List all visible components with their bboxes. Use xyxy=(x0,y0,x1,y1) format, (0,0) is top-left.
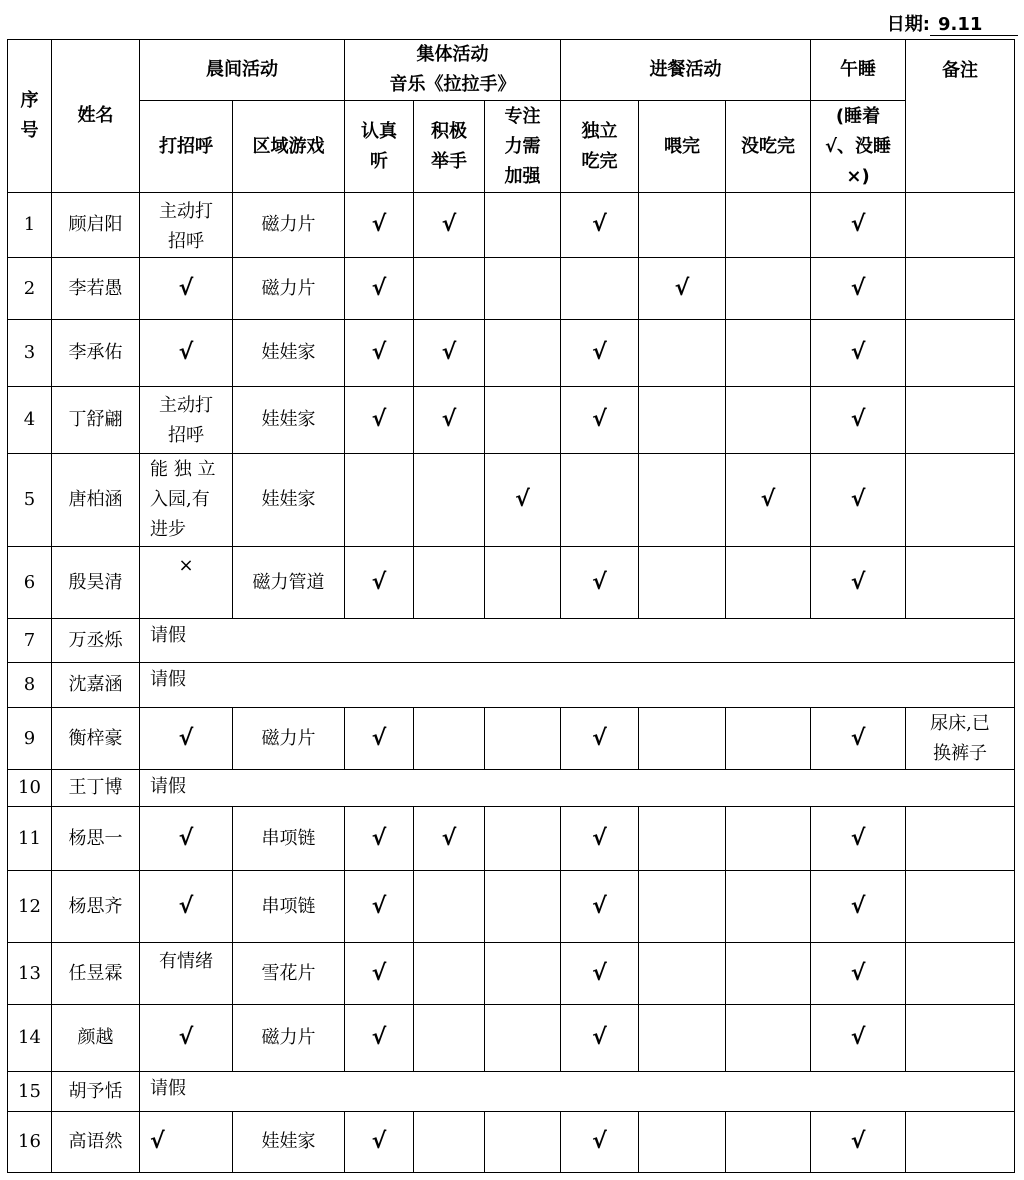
table-row xyxy=(8,770,1015,807)
table-row xyxy=(8,547,1015,619)
nap-cell: √ xyxy=(811,193,906,258)
header-meal: 进餐活动 xyxy=(561,40,811,101)
nap-cell: √ xyxy=(811,454,906,547)
listen-cell xyxy=(345,454,414,547)
raise-hand-cell: √ xyxy=(414,387,485,454)
focus-cell xyxy=(485,387,561,454)
name-cell: 唐柏涵 xyxy=(52,454,140,547)
eat-alone-cell: √ xyxy=(561,1005,639,1072)
seq-cell: 9 xyxy=(8,708,52,770)
eat-alone-cell: √ xyxy=(561,708,639,770)
area-game-cell: 娃娃家 xyxy=(233,454,345,547)
seq-cell: 8 xyxy=(8,663,52,708)
table-row xyxy=(8,320,1015,387)
name-cell: 万丞烁 xyxy=(52,619,140,663)
raise-hand-cell xyxy=(414,454,485,547)
table-row xyxy=(8,454,1015,547)
header-raise-hand: 积极 举手 xyxy=(414,101,485,193)
table-body xyxy=(8,193,1015,1173)
table-row xyxy=(8,943,1015,1005)
name-cell: 衡梓豪 xyxy=(52,708,140,770)
fed-cell xyxy=(639,1112,726,1173)
leave-cell: 请假 xyxy=(140,663,1015,708)
not-finished-cell xyxy=(726,1005,811,1072)
listen-cell: √ xyxy=(345,387,414,454)
area-game-cell: 娃娃家 xyxy=(233,1112,345,1173)
listen-cell: √ xyxy=(345,320,414,387)
date-value: 9.11 xyxy=(930,14,1018,36)
not-finished-cell xyxy=(726,871,811,943)
greet-cell: √ xyxy=(140,1112,233,1173)
nap-cell: √ xyxy=(811,708,906,770)
area-game-cell: 磁力片 xyxy=(233,1005,345,1072)
nap-cell: √ xyxy=(811,1005,906,1072)
focus-cell xyxy=(485,708,561,770)
not-finished-cell xyxy=(726,943,811,1005)
fed-cell xyxy=(639,387,726,454)
name-cell: 任昱霖 xyxy=(52,943,140,1005)
focus-cell xyxy=(485,871,561,943)
nap-cell: √ xyxy=(811,387,906,454)
name-cell: 颜越 xyxy=(52,1005,140,1072)
raise-hand-cell xyxy=(414,943,485,1005)
eat-alone-cell xyxy=(561,258,639,320)
header-not-finished: 没吃完 xyxy=(726,101,811,193)
eat-alone-cell: √ xyxy=(561,807,639,871)
listen-cell: √ xyxy=(345,807,414,871)
seq-cell: 16 xyxy=(8,1112,52,1173)
listen-cell: √ xyxy=(345,871,414,943)
header-group: 集体活动 音乐《拉拉手》 xyxy=(345,40,561,101)
area-game-cell: 娃娃家 xyxy=(233,320,345,387)
area-game-cell: 磁力片 xyxy=(233,193,345,258)
seq-cell: 7 xyxy=(8,619,52,663)
fed-cell xyxy=(639,943,726,1005)
header-focus: 专注 力需 加强 xyxy=(485,101,561,193)
focus-cell xyxy=(485,320,561,387)
not-finished-cell: √ xyxy=(726,454,811,547)
name-cell: 王丁博 xyxy=(52,770,140,807)
area-game-cell: 娃娃家 xyxy=(233,387,345,454)
nap-cell: √ xyxy=(811,871,906,943)
not-finished-cell xyxy=(726,320,811,387)
focus-cell xyxy=(485,547,561,619)
not-finished-cell xyxy=(726,258,811,320)
fed-cell: √ xyxy=(639,258,726,320)
seq-cell: 11 xyxy=(8,807,52,871)
remark-cell: 尿床,已 换裤子 xyxy=(906,708,1015,770)
focus-cell xyxy=(485,258,561,320)
raise-hand-cell xyxy=(414,258,485,320)
fed-cell xyxy=(639,1005,726,1072)
header-remark: 备注 xyxy=(906,40,1015,193)
table-row xyxy=(8,258,1015,320)
area-game-cell: 雪花片 xyxy=(233,943,345,1005)
remark-cell xyxy=(906,258,1015,320)
eat-alone-cell xyxy=(561,454,639,547)
name-cell: 顾启阳 xyxy=(52,193,140,258)
remark-cell xyxy=(906,1112,1015,1173)
fed-cell xyxy=(639,871,726,943)
eat-alone-cell: √ xyxy=(561,943,639,1005)
header-fed: 喂完 xyxy=(639,101,726,193)
not-finished-cell xyxy=(726,708,811,770)
seq-cell: 12 xyxy=(8,871,52,943)
nap-cell: √ xyxy=(811,943,906,1005)
raise-hand-cell xyxy=(414,871,485,943)
eat-alone-cell: √ xyxy=(561,320,639,387)
seq-cell: 10 xyxy=(8,770,52,807)
header-nap-legend: (睡着 √、没睡 ×) xyxy=(811,101,906,193)
listen-cell: √ xyxy=(345,193,414,258)
table-row xyxy=(8,619,1015,663)
table-row xyxy=(8,1005,1015,1072)
seq-cell: 1 xyxy=(8,193,52,258)
raise-hand-cell: √ xyxy=(414,807,485,871)
focus-cell xyxy=(485,1005,561,1072)
seq-cell: 15 xyxy=(8,1072,52,1112)
greet-cell: √ xyxy=(140,1005,233,1072)
remark-cell xyxy=(906,193,1015,258)
not-finished-cell xyxy=(726,807,811,871)
listen-cell: √ xyxy=(345,1005,414,1072)
remark-cell xyxy=(906,943,1015,1005)
header-morning: 晨间活动 xyxy=(140,40,345,101)
listen-cell: √ xyxy=(345,547,414,619)
remark-cell xyxy=(906,320,1015,387)
raise-hand-cell xyxy=(414,1005,485,1072)
daily-record-table xyxy=(7,39,1015,1173)
name-cell: 李若愚 xyxy=(52,258,140,320)
area-game-cell: 串项链 xyxy=(233,807,345,871)
remark-cell xyxy=(906,387,1015,454)
area-game-cell: 磁力片 xyxy=(233,708,345,770)
name-cell: 丁舒翩 xyxy=(52,387,140,454)
seq-cell: 6 xyxy=(8,547,52,619)
header-name: 姓名 xyxy=(52,40,140,193)
greet-cell: × xyxy=(140,547,233,619)
table-row xyxy=(8,387,1015,454)
listen-cell: √ xyxy=(345,258,414,320)
not-finished-cell xyxy=(726,193,811,258)
not-finished-cell xyxy=(726,1112,811,1173)
raise-hand-cell: √ xyxy=(414,193,485,258)
name-cell: 李承佑 xyxy=(52,320,140,387)
listen-cell: √ xyxy=(345,943,414,1005)
greet-cell: 主动打 招呼 xyxy=(140,193,233,258)
table-row xyxy=(8,871,1015,943)
seq-cell: 3 xyxy=(8,320,52,387)
eat-alone-cell: √ xyxy=(561,193,639,258)
name-cell: 胡予恬 xyxy=(52,1072,140,1112)
remark-cell xyxy=(906,871,1015,943)
remark-cell xyxy=(906,1005,1015,1072)
fed-cell xyxy=(639,807,726,871)
listen-cell: √ xyxy=(345,1112,414,1173)
table-row xyxy=(8,1112,1015,1173)
area-game-cell: 磁力片 xyxy=(233,258,345,320)
fed-cell xyxy=(639,547,726,619)
leave-cell: 请假 xyxy=(140,1072,1015,1112)
eat-alone-cell: √ xyxy=(561,871,639,943)
area-game-cell: 串项链 xyxy=(233,871,345,943)
header-area-game: 区域游戏 xyxy=(233,101,345,193)
not-finished-cell xyxy=(726,547,811,619)
seq-cell: 14 xyxy=(8,1005,52,1072)
name-cell: 高语然 xyxy=(52,1112,140,1173)
raise-hand-cell: √ xyxy=(414,320,485,387)
focus-cell xyxy=(485,943,561,1005)
table-row xyxy=(8,1072,1015,1112)
name-cell: 殷昊清 xyxy=(52,547,140,619)
leave-cell: 请假 xyxy=(140,770,1015,807)
nap-cell: √ xyxy=(811,258,906,320)
focus-cell: √ xyxy=(485,454,561,547)
focus-cell xyxy=(485,193,561,258)
fed-cell xyxy=(639,320,726,387)
not-finished-cell xyxy=(726,387,811,454)
name-cell: 沈嘉涵 xyxy=(52,663,140,708)
name-cell: 杨思一 xyxy=(52,807,140,871)
focus-cell xyxy=(485,807,561,871)
table-row xyxy=(8,663,1015,708)
header-seq: 序 号 xyxy=(8,40,52,193)
fed-cell xyxy=(639,708,726,770)
greet-cell: √ xyxy=(140,320,233,387)
name-cell: 杨思齐 xyxy=(52,871,140,943)
nap-cell: √ xyxy=(811,1112,906,1173)
header-greet: 打招呼 xyxy=(140,101,233,193)
greet-cell: 有情绪 xyxy=(140,943,233,1005)
table-row xyxy=(8,708,1015,770)
seq-cell: 2 xyxy=(8,258,52,320)
header-nap: 午睡 xyxy=(811,40,906,101)
seq-cell: 4 xyxy=(8,387,52,454)
remark-cell xyxy=(906,807,1015,871)
date-label: 日期: xyxy=(886,14,930,35)
remark-cell xyxy=(906,454,1015,547)
greet-cell: √ xyxy=(140,708,233,770)
area-game-cell: 磁力管道 xyxy=(233,547,345,619)
greet-cell: 能 独 立 入园,有 进步 xyxy=(140,454,233,547)
greet-cell: √ xyxy=(140,807,233,871)
fed-cell xyxy=(639,193,726,258)
remark-cell xyxy=(906,547,1015,619)
greet-cell: 主动打 招呼 xyxy=(140,387,233,454)
greet-cell: √ xyxy=(140,258,233,320)
raise-hand-cell xyxy=(414,708,485,770)
raise-hand-cell xyxy=(414,547,485,619)
date-line xyxy=(887,10,1018,36)
listen-cell: √ xyxy=(345,708,414,770)
focus-cell xyxy=(485,1112,561,1173)
eat-alone-cell: √ xyxy=(561,387,639,454)
nap-cell: √ xyxy=(811,547,906,619)
header-eat-alone: 独立 吃完 xyxy=(561,101,639,193)
greet-cell: √ xyxy=(140,871,233,943)
eat-alone-cell: √ xyxy=(561,547,639,619)
raise-hand-cell xyxy=(414,1112,485,1173)
fed-cell xyxy=(639,454,726,547)
eat-alone-cell: √ xyxy=(561,1112,639,1173)
leave-cell: 请假 xyxy=(140,619,1015,663)
seq-cell: 13 xyxy=(8,943,52,1005)
table-row xyxy=(8,807,1015,871)
table-row xyxy=(8,193,1015,258)
seq-cell: 5 xyxy=(8,454,52,547)
nap-cell: √ xyxy=(811,320,906,387)
nap-cell: √ xyxy=(811,807,906,871)
header-listen: 认真 听 xyxy=(345,101,414,193)
